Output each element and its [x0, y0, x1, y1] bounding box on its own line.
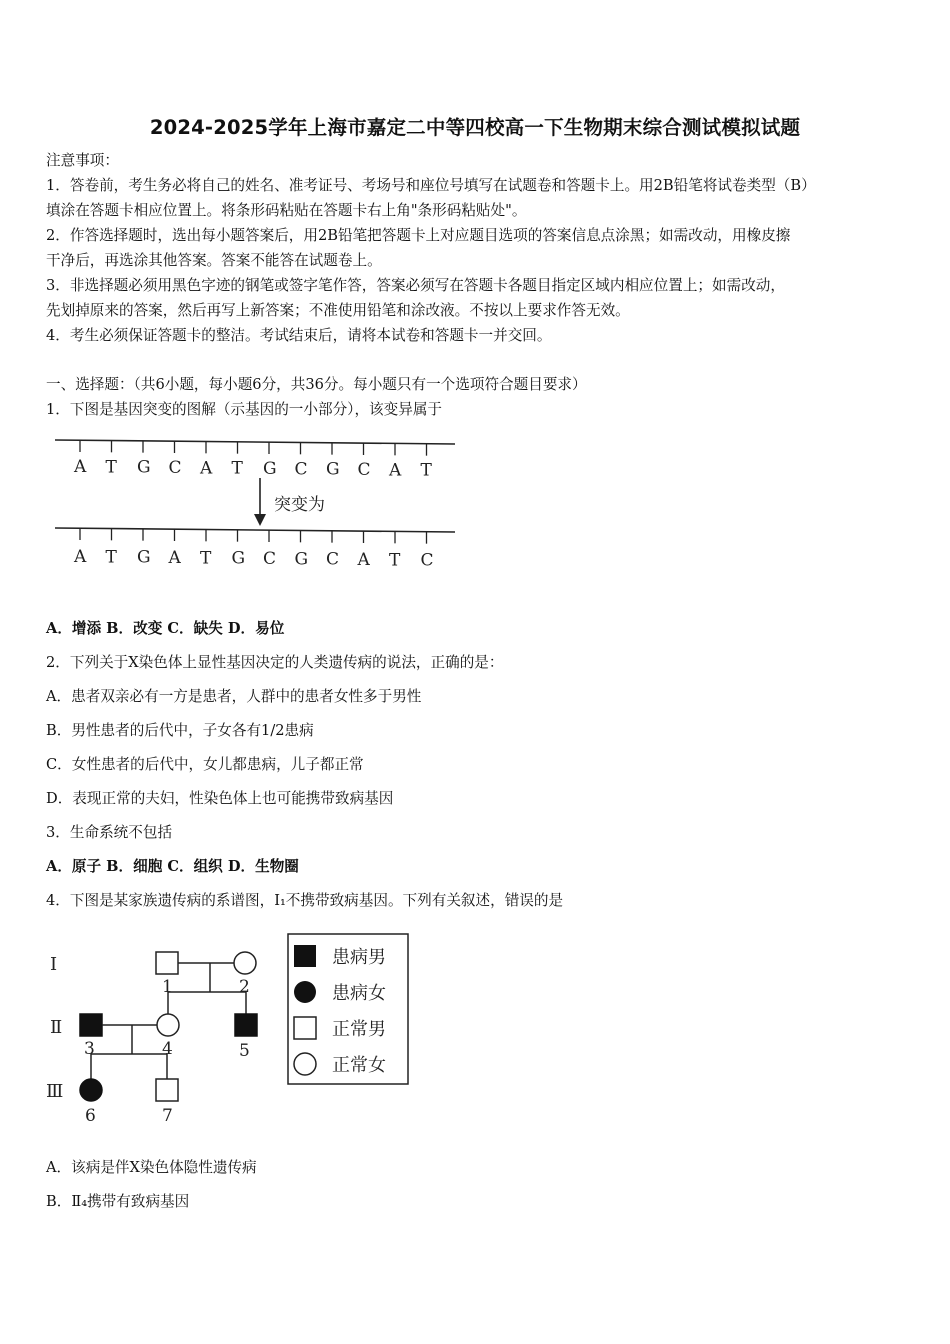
legend-normal-female-symbol — [294, 1053, 316, 1075]
individual-II3-affected-male — [80, 1014, 102, 1036]
question-2-option-d: D．表现正常的夫妇，性染色体上也可能携带致病基因 — [46, 790, 394, 807]
notice-line: 先划掉原来的答案，然后再写上新答案；不准使用铅笔和涂改液。不按以上要求作答无效。 — [46, 302, 630, 319]
arrow-label: 突变为 — [274, 495, 325, 515]
individual-I1-normal-male — [156, 952, 178, 974]
base-letter: A — [357, 550, 370, 570]
question-2-stem: 2．下列关于X染色体上显性基因决定的人类遗传病的说法，正确的是： — [46, 654, 504, 671]
base-letter: T — [420, 460, 432, 481]
individual-II4-normal-female — [157, 1014, 179, 1036]
base-letter: A — [200, 458, 213, 479]
generation-label: Ⅱ — [50, 1017, 63, 1038]
base-letter: A — [74, 457, 87, 477]
question-2-option-a: A．患者双亲必有一方是患者，人群中的患者女性多于男性 — [46, 688, 422, 705]
pedigree-chart — [40, 930, 420, 1134]
base-letter: T — [105, 457, 117, 478]
legend-label: 患病男 — [332, 947, 386, 968]
base-letter: A — [74, 547, 87, 567]
base-letter: G — [231, 548, 246, 569]
individual-number: 3 — [84, 1039, 95, 1059]
base-letter: C — [357, 460, 371, 480]
individual-number: 5 — [239, 1041, 250, 1061]
legend-affected-female-symbol — [294, 981, 316, 1003]
individual-number: 2 — [239, 977, 250, 997]
page-title: 2024-2025学年上海市嘉定二中等四校高一下生物期末综合测试模拟试题 — [149, 116, 801, 139]
question-2-option-b: B．男性患者的后代中，子女各有1/2患病 — [46, 722, 314, 739]
notice-line: 3．非选择题必须用黑色字迹的钢笔或签字笔作答，答案必须写在答题卡各题目指定区域内相应位置上；如需改动， — [46, 277, 785, 294]
question-2-option-c: C．女性患者的后代中，女儿都患病，儿子都正常 — [46, 756, 364, 773]
individual-I2-normal-female — [234, 952, 256, 974]
individual-number: 7 — [162, 1106, 173, 1126]
question-3-options: A．原子 B．细胞 C．组织 D．生物圈 — [46, 858, 299, 875]
base-letter: T — [389, 550, 401, 571]
legend-label: 正常男 — [332, 1019, 386, 1040]
base-letter: C — [326, 549, 340, 570]
individual-III6-affected-female — [80, 1079, 102, 1101]
question-1-stem: 1．下图是基因突变的图解（示基因的一小部分），该变异属于 — [46, 401, 443, 418]
base-letter: T — [231, 458, 243, 479]
base-letter: C — [294, 459, 308, 480]
notice-line: 填涂在答题卡相应位置上。将条形码粘贴在答题卡右上角"条形码粘贴处"。 — [46, 202, 527, 219]
base-letter: G — [137, 547, 151, 568]
notice-line: 4．考生必须保证答题卡的整洁。考试结束后，请将本试卷和答题卡一并交回。 — [46, 327, 552, 344]
arrow-head — [254, 514, 266, 526]
individual-number: 1 — [162, 977, 173, 997]
notice-line: 干净后，再选涂其他答案。答案不能答在试题卷上。 — [46, 252, 382, 269]
generation-label: Ⅰ — [50, 954, 58, 975]
question-4-stem: 4．下图是某家族遗传病的系谱图，Ⅰ₁不携带致病基因。下列有关叙述，错误的是 — [46, 892, 564, 909]
legend-label: 正常女 — [332, 1055, 386, 1076]
base-letter: G — [263, 459, 277, 479]
notice-line: 1．答卷前，考生务必将自己的姓名、准考证号、考场号和座位号填写在试题卷和答题卡上。用2B铅笔将试卷类型（B） — [46, 177, 816, 194]
notice-line: 2．作答选择题时，选出每小题答案后，用2B铅笔把答题卡上对应题目选项的答案信息点涂黑；如需改动，用橡皮擦 — [46, 227, 791, 244]
base-letter: A — [389, 460, 402, 481]
mutation-diagram — [50, 430, 470, 594]
base-letter: T — [105, 547, 117, 568]
notice-heading: 注意事项： — [46, 152, 119, 169]
base-letter: C — [263, 549, 277, 569]
individual-number: 4 — [162, 1039, 173, 1059]
section-heading: 一、选择题：（共6小题，每小题6分，共36分。每小题只有一个选项符合题目要求） — [46, 376, 587, 393]
individual-III7-normal-male — [156, 1079, 178, 1101]
question-4-option-a: A．该病是伴X染色体隐性遗传病 — [46, 1159, 257, 1176]
base-letter: G — [326, 459, 340, 480]
base-letter: T — [200, 548, 212, 569]
base-letter: G — [294, 549, 309, 570]
legend-label: 患病女 — [332, 983, 386, 1004]
legend-affected-male-symbol — [294, 945, 316, 967]
individual-number: 6 — [85, 1106, 96, 1126]
legend-normal-male-symbol — [294, 1017, 316, 1039]
question-3-stem: 3．生命系统不包括 — [46, 824, 173, 841]
individual-II5-affected-male — [235, 1014, 257, 1036]
base-letter: A — [168, 548, 181, 568]
base-letter: C — [420, 550, 434, 571]
question-1-options: A．增添 B．改变 C．缺失 D．易位 — [46, 620, 285, 637]
base-letter: C — [168, 458, 182, 478]
question-4-option-b: B．Ⅱ₄携带有致病基因 — [46, 1193, 190, 1210]
generation-label: Ⅲ — [46, 1081, 64, 1102]
base-letter: G — [137, 457, 151, 478]
